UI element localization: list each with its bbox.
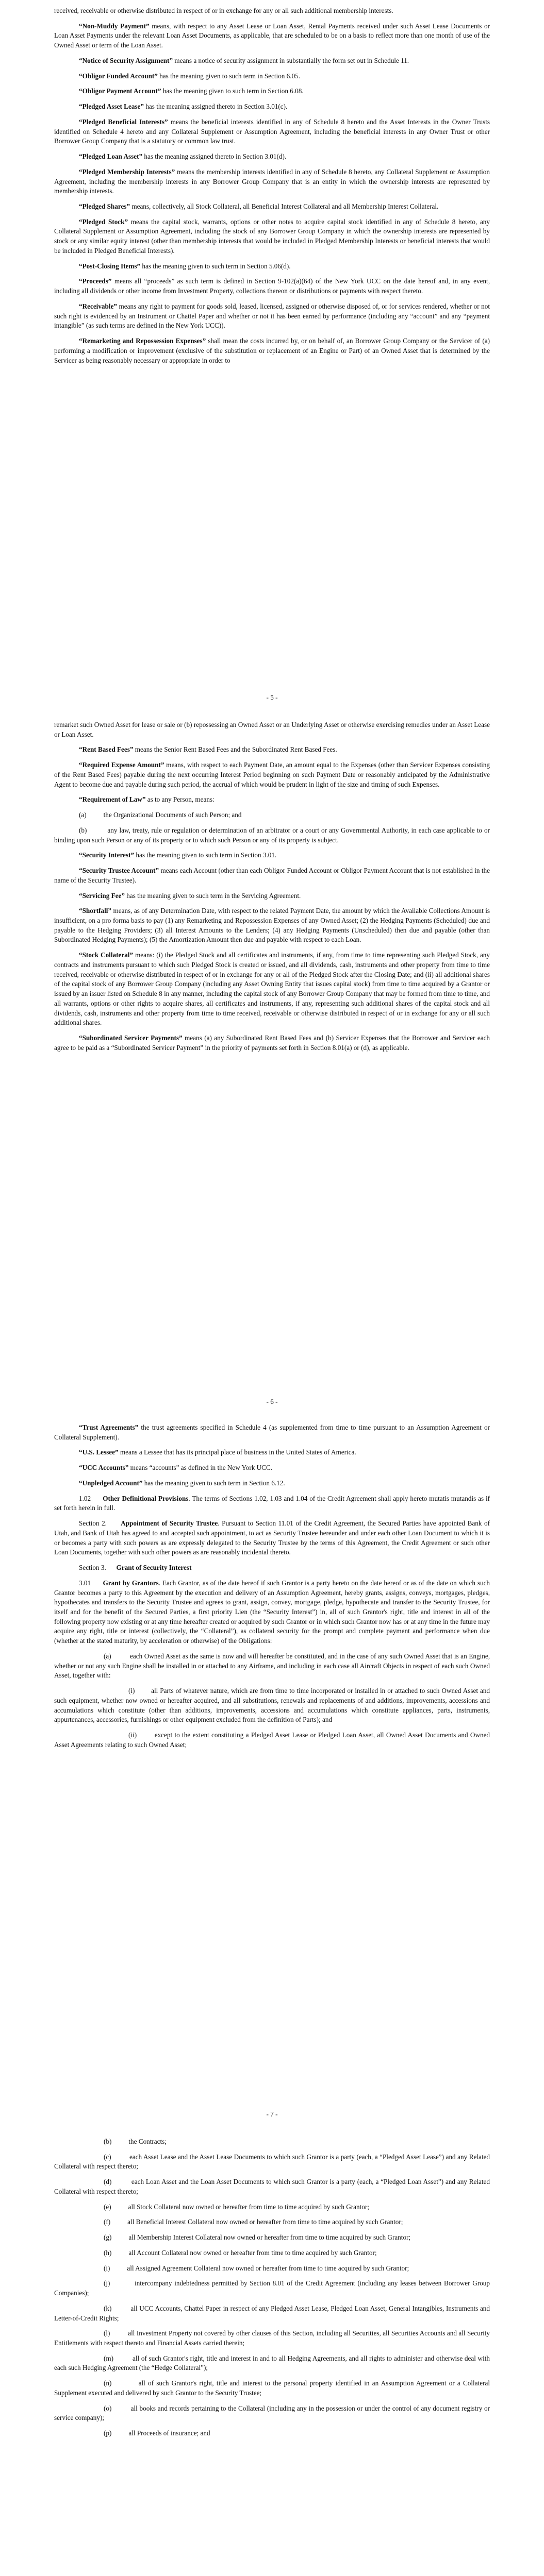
defined-term: “Obligor Payment Account” [79,87,161,95]
item-text: all Membership Interest Collateral now owned or hereafter from time to time acquired by such Grantor; [128,2233,411,2242]
item-gap [111,2233,128,2241]
item-label: (h) [104,2248,112,2257]
section-text: . Each Grantor, as of the date hereof if such Grantor is a party hereto on the date hereof or as of the date on which such Grantor becomes a party to this Agreement by the execution and delivery of an Assumption Agreement, hereby grants, assigns, conveys, mortgages, pledges, hypothecates and transfers to the Security Trustee and agrees to grant, assign, convey, mortgage, pledge, hypothecate and transfer to the Security Trustee, for itself and for the benefit of the Secured Parties, a first priority Lien (the “Security Interest”) in, all of such Grantor's right, title and interest in all of the following property now existing or at any time hereafter created or acquired by such Grantor or in which such Grantor now has or at any time in the future may acquire any right, title or interest (collectively, the “Collateral”), as collateral security for the prompt and complete payment and performance when due (whether at the stated maturity, by acceleration or otherwise) of the Obligations: [54,1579,490,1645]
definition-text: has the meaning given to such term in the Servicing Agreement. [125,891,301,900]
definition [54,1463,490,1473]
definition-text: has the meaning given to such term in Section 6.05. [157,72,301,80]
defined-term: “Proceeds” [79,277,112,285]
defined-term: “Pledged Loan Asset” [79,152,143,161]
section-title: Grant by Grantors [103,1579,159,1587]
list-item [54,2202,490,2212]
definition-text: as to any Person, means: [145,795,215,804]
clause-label: (ii) [128,1731,137,1739]
item-gap [111,2304,130,2312]
item-text: all Account Collateral now owned or hereafter from time to time acquired by such Grantor; [128,2248,377,2257]
definition [54,1479,490,1488]
definition [54,202,490,212]
item-gap [111,2379,138,2387]
item-label: (b) [104,2138,112,2145]
list-item [54,2304,490,2323]
definition [54,1423,490,1442]
definition [54,217,490,256]
definition-text: means the membership interests identified in any of Schedule 8 hereto, any Collateral Supplement or Assumption Agreement, including the membership interests in any Borrower Group Company that is an entity in which the ownership interests are represented by membership interests. [54,167,490,195]
definition [54,336,490,365]
item-label: (n) [104,2379,112,2387]
item-label: (o) [104,2404,112,2412]
item-text: all of such Grantor's right, title and interest to the personal property identified in an Assumption Agreement or a Collateral Supplement executed and delivered by such Grantor to the Security Trustee; [54,2379,490,2397]
item-text: any law, treaty, rule or regulation or determination of an arbitrator or a court or any Governmental Authority, in each case applicable to or binding upon such Person or any of its property or to which such Person or any of its property is subject. [54,826,490,844]
definition-text: means any right to payment for goods sold, leased, licensed, assigned or otherwise disposed of, or for services rendered, whether or not such right is evidenced by an Instrument or Chattel Paper and whether or not it has been earned by performance (including any “account” and any “payment intangible” (as such terms are defined in the New York UCC)). [54,302,490,330]
item-gap [111,2249,128,2257]
section-1-02 [54,1494,490,1513]
requirement-items [54,810,490,845]
item-gap [110,2279,135,2287]
item-label: (a) [79,811,87,819]
list-item [54,2379,490,2398]
definition-text: has the meaning given to such term in Section 5.06(d). [140,262,291,270]
defined-term: “Notice of Security Assignment” [79,56,173,64]
lead-paragraph: received, receivable or otherwise distributed in respect of or in exchange for any or all such additional membership interests. [54,7,393,14]
definition-text: means all “proceeds” as such term is defined in Section 9-102(a)(64) of the New York UCC on the date hereof and, in any event, including all dividends or other income from Investment Property, collections thereon or distributions or payments with respect thereto. [54,277,490,295]
definition [54,22,490,50]
list-item [54,2177,490,2196]
definition [54,760,490,789]
defined-term: “Post-Closing Items” [79,262,141,270]
section-number: 1.02 [79,1494,91,1502]
lead-paragraph: remarket such Owned Asset for lease or sale or (b) repossessing an Owned Asset or an Underlying Asset or otherwise exercising remedies under an Asset Lease or Loan Asset. [54,721,490,738]
item-label: (p) [104,2429,112,2437]
definition-text: means, as of any Determination Date, with respect to the related Payment Date, the amount by which the Available Collections Amount is insufficient, on a pro forma basis to pay (1) any Remarketing and Repossession Expenses of any Owned Asset; (2) the Hedging Payments (Scheduled) due and payable to the Hedging Providers; (3) all Interest Amounts to the Lenders; (4) any Hedging Payments (Unscheduled) then due and payable (other than Subordinated Hedging Payments); (5) the Amortization Amount then due and payable with respect to each Loan. [54,907,490,944]
item-gap [110,2264,127,2272]
definition-text: has the meaning given to such term in Section 6.12. [142,1479,285,1487]
clause-i [54,1686,490,1725]
definition-text: shall mean the costs incurred by, or on behalf of, an Borrower Group Company or the Servicer of (a) performing a modification or improvement (exclusive of the substitution or replacement of an Engine or Part) of an Owned Asset that is determined by the Servicer as being reasonably necessary or appropriate in order to [54,337,490,364]
defined-term: “Pledged Stock” [79,217,128,226]
item-text: intercompany indebtedness permitted by Section 8.01 of the Credit Agreement (including any leases between Borrower Group Companies); [54,2279,490,2297]
defined-term: “Servicing Fee” [79,891,125,900]
definition [54,891,490,901]
definition [54,87,490,96]
item-gap [111,2178,131,2185]
defined-term: “Shortfall” [79,907,112,915]
clause-label: (a) [104,1652,111,1660]
definition [54,866,490,885]
item-label: (d) [104,2178,112,2186]
item-label: (g) [104,2233,112,2242]
definition-text: means the beneficial interests identified in any of Schedule 8 hereto and the Asset Interests in the Owner Trusts identified on Schedule 4 hereto and any Collateral Supplement or Assumption Agreement, including the beneficial interests in any Owner Trust or other Borrower Group Company that is a statutory or common law trust. [54,117,490,145]
item-text: all books and records pertaining to the Collateral (including any in the possession or under the control of any document registry or service company); [54,2404,490,2422]
item-label: (b) [79,826,87,834]
section-title: Other Definitional Provisions [103,1494,189,1502]
item-label: (i) [104,2264,110,2272]
defined-term: “Receivable” [79,302,117,310]
item-text: all Beneficial Interest Collateral now owned or hereafter from time to time acquired by such Grantor; [127,2218,403,2226]
definition-text: means the Senior Rent Based Fees and the Subordinated Rent Based Fees. [133,745,337,754]
item-text: all of such Grantor's right, title and interest in and to all Hedging Agreements, and all rights to administer and otherwise deal with each such Hedging Agreement (the “Hedge Collateral”); [54,2354,490,2372]
section-3-heading [54,1563,490,1573]
item-text: the Organizational Documents of such Person; and [103,811,242,819]
list-item [54,2429,490,2438]
item-text: each Loan Asset and the Loan Asset Documents to which such Grantor is a party (each, a “Pledged Loan Asset”) and any Related Collateral with respect thereto; [54,2178,490,2195]
item-label: (m) [104,2354,114,2362]
definition-text: means a notice of security assignment in substantially the form set out in Schedule 11. [173,56,409,64]
item-gap [111,2429,128,2437]
defined-term: “Trust Agreements” [79,1423,139,1431]
definition [54,167,490,196]
definitions-list [54,1423,490,1488]
section-number: Section 2. [79,1519,107,1528]
list-item [54,826,490,845]
page-number: - 5 - [266,693,278,701]
definition [54,1448,490,1458]
item-text: all Assigned Agreement Collateral now owned or hereafter from time to time acquired by such Grantor; [127,2264,409,2272]
defined-term: “Unpledged Account” [79,1479,143,1487]
item-gap [111,2404,130,2412]
definition [54,152,490,162]
definition [54,102,490,112]
page-8 [54,2137,490,2444]
definition [54,302,490,331]
item-text: the Contracts; [128,2138,167,2145]
defined-term: “Pledged Asset Lease” [79,103,144,111]
definition [54,795,490,805]
definition-text: means, collectively, all Stock Collateral, all Beneficial Interest Collateral and all Membership Interest Collateral. [130,202,439,211]
section-text: . Pursuant to Section 11.01 of the Credit Agreement, the Secured Parties have appointed Bank of Utah, and Bank of Utah has agreed to and accepted such appointment, to act as Security Trustee hereunder and under each other Loan Document to which it is or becomes a party with such powers as are expressly delegated to the Security Trustee by the terms of this Agreement, the Credit Agreement or such other Loan Documents, together with such other powers as are reasonably incidental thereto. [54,1519,490,1556]
list-item [54,2404,490,2423]
item-label: (j) [104,2279,110,2287]
definition [54,1033,490,1053]
item-label: (f) [104,2218,111,2226]
item-gap [111,2153,129,2161]
definition-text: means: (i) the Pledged Stock and all certificates and instruments, if any, from time to time representing such Pledged Stock, any contracts and instruments pursuant to which such Pledged Stock is created or issued, and all dividends, cash, instruments and other property from time to time received, receivable or otherwise distributed in respect of or in exchange for any or all of the Pledged Stock after the Closing Date; and (ii) all additional shares of the capital stock of any Borrower Group Company (including any Asset Owning Entity that issues capital stock) from time to time acquired by a Grantor or issued by an issuer listed on Schedule 8 in any manner, including the capital stock of any Borrower Group Company that may be formed from time to time, and all warrants, options or other rights to acquire shares, all certificates and instruments, if any, representing such additional shares of the capital stock and all dividends, cash, instruments and other property from time to time received, receivable or otherwise distributed in respect of or in exchange for any or all such additional shares. [54,951,490,1027]
collateral-items [54,2137,490,2438]
section-number: 3.01 [79,1579,91,1587]
list-item [54,2279,490,2298]
defined-term: “Required Expense Amount” [79,761,164,769]
page-7 [54,1423,490,1756]
defined-term: “Pledged Membership Interests” [79,167,175,176]
item-text: all Proceeds of insurance; and [128,2429,210,2437]
definition [54,906,490,945]
definition-text: means (a) any Subordinated Rent Based Fees and (b) Servicer Expenses that the Borrower and Servicer each agree to be paid as a “Subordinated Servicer Payment” in the priority of payments set forth in Section 8.01(a) or (d), as applicable. [54,1034,490,1052]
list-item [54,2217,490,2227]
item-label: (l) [104,2329,110,2337]
item-text: all UCC Accounts, Chattel Paper in respect of any Pledged Asset Lease, Pledged Loan Asset, General Intangibles, Instruments and Letter-of-Credit Rights; [54,2304,490,2322]
section-3-01 [54,1579,490,1646]
item-gap [111,2203,128,2211]
list-item [54,2233,490,2243]
defined-term: “Security Interest” [79,851,135,859]
item-gap [111,2138,128,2145]
defined-term: “Pledged Shares” [79,202,130,211]
defined-term: “Non-Muddy Payment” [79,22,150,30]
item-text: all Stock Collateral now owned or hereafter from time to time acquired by such Grantor; [128,2202,369,2211]
clause-text: except to the extent constituting a Pledged Asset Lease or Pledged Loan Asset, all Owned Asset Documents and Owned Asset Agreements relating to such Owned Asset; [54,1731,490,1749]
definition-text: the trust agreements specified in Schedule 4 (as supplemented from time to time pursuant to an Assumption Agreement or Collateral Supplement). [54,1423,490,1441]
clause-a [54,1652,490,1681]
section-text: . The terms of Sections 1.02, 1.03 and 1.04 of the Credit Agreement shall apply hereto mutatis mutandis as if set forth herein in full. [54,1494,490,1512]
definition-text: has the meaning given to such term in Section 3.01. [134,851,277,859]
definition [54,56,490,66]
clause-label: (i) [128,1687,135,1695]
page-number: - 7 - [266,2110,278,2118]
clause-text: all Parts of whatever nature, which are from time to time incorporated or installed in or attached to such Owned Asset and such equipment, whether now owned or hereafter acquired, and all substitutions, renewals and replacements of and additions, improvements, accessions and accumulations which constitute (other than additions, improvements, accessions and accumulations which constitute appliances, parts, instruments, appurtenances, accessories, furnishings or other equipment excluded from the definition of Parts); and [54,1687,490,1724]
definition [54,745,490,755]
defined-term: “UCC Accounts” [79,1464,129,1472]
clause-text: each Owned Asset as the same is now and will hereafter be constituted, and in the case of any such Owned Asset that is an Engine, whether or not any such Engine shall be installed in or attached to any Airframe, and including in each case all Aircraft Objects in respect of each such Owned Asset, together with: [54,1652,490,1680]
defined-term: “Rent Based Fees” [79,745,134,754]
definition-text: has the meaning assigned thereto in Section 3.01(d). [142,152,287,161]
definition-text: means the capital stock, warrants, options or other notes to acquire capital stock identified in any of Schedule 8 hereto, any Collateral Supplement or Assumption Agreement, including the stock of any Borrower Group Company in which the ownership interests are represented by stock or any similar equity interest (other than membership interests that would be included in Pledged Membership Interests or beneficial interests that would be included in Pledged Beneficial Interests). [54,217,490,255]
list-item [54,2248,490,2258]
definitions-list [54,22,490,366]
definition-text: means “accounts” as defined in the New York UCC. [128,1464,273,1472]
definition [54,277,490,296]
definition [54,117,490,146]
page-6 [54,720,490,1059]
definition [54,951,490,1028]
item-label: (c) [104,2153,111,2161]
page-5 [54,6,490,371]
defined-term: “Pledged Beneficial Interests” [79,117,168,126]
definition [54,72,490,81]
list-item [54,2153,490,2172]
list-item [54,2354,490,2373]
item-text: all Investment Property not covered by other clauses of this Section, including all Securities, all Securities Accounts and all Security Entitlements with respect thereto and Financial Assets carried therein; [54,2329,490,2347]
item-label: (k) [104,2304,112,2312]
list-item [54,2137,490,2147]
definition-text: has the meaning given to such term in Section 6.08. [161,87,304,95]
defined-term: “Subordinated Servicer Payments” [79,1034,183,1042]
definition-text: means a Lessee that has its principal place of business in the United States of America. [118,1448,356,1456]
item-gap [110,2218,127,2226]
definition-text: means, with respect to each Payment Date, an amount equal to the Expenses (other than Servicer Expenses consisting of the Rent Based Fees) payable during the next occurring Interest Period beginning on such Payment Date or reasonably anticipated by the Administrative Agent to become due and payable during such period, the accrual of which would be prudent in light of the size and timing of such Expenses. [54,761,490,788]
defined-term: “U.S. Lessee” [79,1448,119,1456]
definition-text: has the meaning assigned thereto in Section 3.01(c). [144,103,288,111]
item-text: each Asset Lease and the Asset Lease Documents to which such Grantor is a party (each, a “Pledged Asset Lease”) and any Related Collateral with respect thereto; [54,2153,490,2171]
defined-term: “Security Trustee Account” [79,867,159,875]
defined-term: “Remarketing and Repossession Expenses” [79,337,206,345]
definitions-list [54,851,490,1053]
defined-term: “Obligor Funded Account” [79,72,158,80]
item-gap [87,811,104,819]
section-title: Grant of Security Interest [116,1564,192,1572]
section-number: Section 3. [79,1564,106,1572]
list-item [54,2329,490,2348]
list-item [54,810,490,820]
section-2 [54,1519,490,1557]
definition [54,851,490,860]
page-number: - 6 - [266,1398,278,1405]
item-gap [87,826,107,834]
definition-text: means, with respect to any Asset Lease or Loan Asset, Rental Payments received under such Asset Lease Documents or Loan Asset Payments under the relevant Loan Asset Documents, as applicable, that are scheduled to be on a basis to reflect more than one month of use of the Owned Asset or term of the Loan Asset. [54,22,490,49]
defined-term: “Requirement of Law” [79,795,146,804]
definition-text: means each Account (other than each Obligor Funded Account or Obligor Payment Account that is not established in the name of the Security Trustee). [54,867,490,884]
item-label: (e) [104,2202,111,2211]
defined-term: “Stock Collateral” [79,951,134,959]
definition [54,262,490,272]
clause-ii [54,1731,490,1750]
section-title: Appointment of Security Trustee [121,1519,218,1528]
list-item [54,2264,490,2274]
item-gap [113,2354,133,2362]
item-gap [110,2329,128,2337]
definitions-list [54,745,490,805]
